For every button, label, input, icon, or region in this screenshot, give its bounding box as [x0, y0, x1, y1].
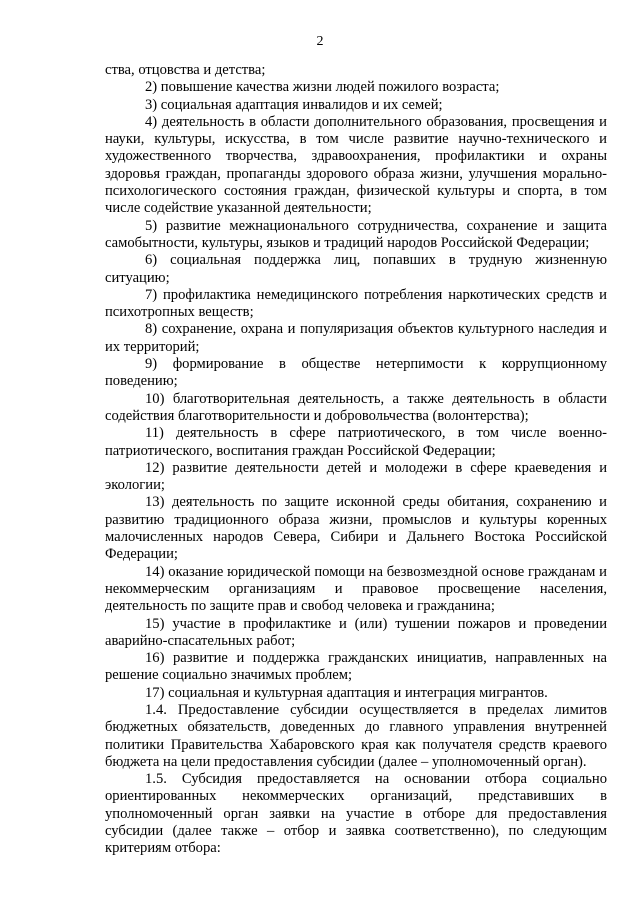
- list-item-5: 5) развитие межнационального сотрудничества, сохранение и защита самобытности, культуры, языков и традиций народов Российской Федерации;: [105, 217, 607, 251]
- list-item-15: 15) участие в профилактике и (или) тушении пожаров и проведении аварийно-спасательных работ;: [105, 615, 607, 649]
- list-item-7: 7) профилактика немедицинского потребления наркотических средств и психотропных веществ;: [105, 286, 607, 321]
- list-item-4: 4) деятельность в области дополнительного образования, просвещения и науки, культуры, искусства, в том числе развитие научно-технического и художественного творчества, здравоохранения, профилактики и охраны здоровья граждан, пропаганды здорового образа жизни, улучшения морально-психологического состояния граждан, физической культуры и спорта, в том числе содействие указанной деятельности;: [105, 113, 607, 217]
- list-item-16: 16) развитие и поддержка гражданских инициатив, направленных на решение социально значимых проблем;: [105, 650, 607, 684]
- list-item-17: 17) социальная и культурная адаптация и интеграция мигрантов.: [145, 684, 548, 701]
- list-item-12: 12) развитие деятельности детей и молодежи в сфере краеведения и экологии;: [105, 459, 607, 494]
- paragraph-continuation: ства, отцовства и детства;: [105, 62, 266, 78]
- page-number: 2: [316, 34, 324, 49]
- list-item-8: 8) сохранение, охрана и популяризация объектов культурного наследия и их территорий;: [105, 321, 607, 355]
- list-item-13: 13) деятельность по защите исконной среды обитания, сохранению и развитию традиционного образа жизни, промыслов и культуры коренных малочисленных народов Севера, Сибири и Дальнего Востока Российской Федерации;: [105, 494, 607, 563]
- clause-1-4: 1.4. Предоставление субсидии осуществляется в пределах лимитов бюджетных обязательств, доведенных до главного управления внутренней политики Правительства Хабаровского края как получателя средств краевого бюджета на цели предоставления субсидии (далее – уполномоченный орган).: [105, 701, 607, 770]
- list-item-11: 11) деятельность в сфере патриотического, в том числе военно-патриотического, воспитания граждан Российской Федерации;: [105, 425, 607, 459]
- clause-1-5: 1.5. Субсидия предоставляется на основании отбора социально ориентированных некоммерческих организаций, представивших в уполномоченный орган заявки на участие в отборе для предоставления субсидии (далее также – отбор и заявка соответственно), по следующим критериям отбора:: [105, 771, 607, 857]
- list-item-9: 9) формирование в обществе нетерпимости к коррупционному поведению;: [105, 356, 607, 390]
- list-item-3: 3) социальная адаптация инвалидов и их семей;: [145, 96, 443, 113]
- document-body: [105, 62, 607, 858]
- list-item-10: 10) благотворительная деятельность, а также деятельность в области содействия благотворительности и добровольчества (волонтерства);: [105, 390, 607, 424]
- list-item-6: 6) социальная поддержка лиц, попавших в трудную жизненную ситуацию;: [105, 252, 607, 286]
- list-item-2: 2) повышение качества жизни людей пожилого возраста;: [145, 79, 500, 96]
- list-item-14: 14) оказание юридической помощи на безвозмездной основе гражданам и некоммерческим организациям и правовое просвещение населения, деятельность по защите прав и свобод человека и гражданина;: [105, 563, 607, 615]
